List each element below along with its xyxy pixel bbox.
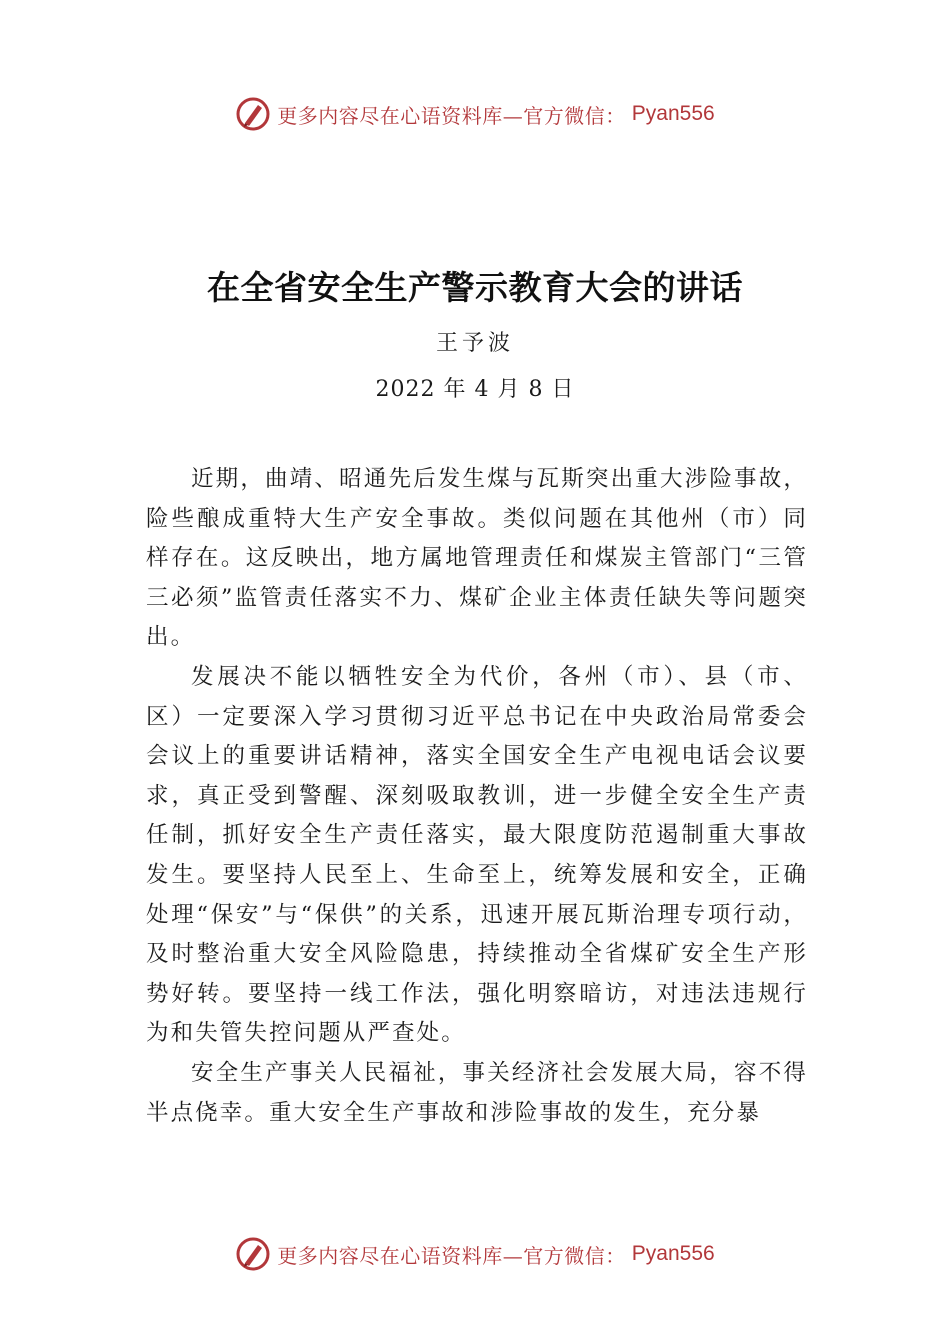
- document-title: 在全省安全生产警示教育大会的讲话: [207, 268, 743, 307]
- pen-logo-icon: [235, 1236, 271, 1272]
- document-body: [146, 460, 808, 1133]
- pen-logo-icon: [235, 96, 271, 132]
- watermark-wechat-id: Pyan556: [631, 1242, 715, 1265]
- watermark-banner-bottom: [0, 1232, 950, 1276]
- paragraph: 近期，曲靖、昭通先后发生煤与瓦斯突出重大涉险事故，险些酿成重特大生产安全事故。类似问题在其他州（市）同样存在。这反映出，地方属地管理责任和煤炭主管部门“三管三必须”监管责任落实不力、煤矿企业主体责任缺失等问题突出。: [146, 466, 808, 651]
- document-author: 王予波: [435, 331, 514, 356]
- watermark-text: 更多内容尽在心语资料库—官方微信：: [277, 1243, 626, 1268]
- paragraph: 发展决不能以牺牲安全为代价，各州（市）、县（市、区）一定要深入学习贯彻习近平总书记在中央政治局常委会会议上的重要讲话精神，落实全国安全生产电视电话会议要求，真正受到警醒、深刻吸取教训，进一步健全安全生产责任制，抓好安全生产责任落实，最大限度防范遏制重大事故发生。要坚持人民至上、生命至上，统筹发展和安全，正确处理“保安”与“保供”的关系，迅速开展瓦斯治理专项行动，及时整治重大安全风险隐患，持续推动全省煤矿安全生产形势好转。要坚持一线工作法，强化明察暗访，对违法违规行为和失管失控问题从严查处。: [146, 663, 808, 1047]
- document-date: 2022 年 4 月 8 日: [375, 377, 575, 402]
- watermark-wechat-id: Pyan556: [631, 102, 715, 125]
- watermark-text: 更多内容尽在心语资料库—官方微信：: [277, 103, 626, 128]
- paragraph: 安全生产事关人民福祉，事关经济社会发展大局，容不得半点侥幸。重大安全生产事故和涉险事故的发生，充分暴: [146, 1059, 808, 1126]
- watermark-banner-top: [0, 92, 950, 136]
